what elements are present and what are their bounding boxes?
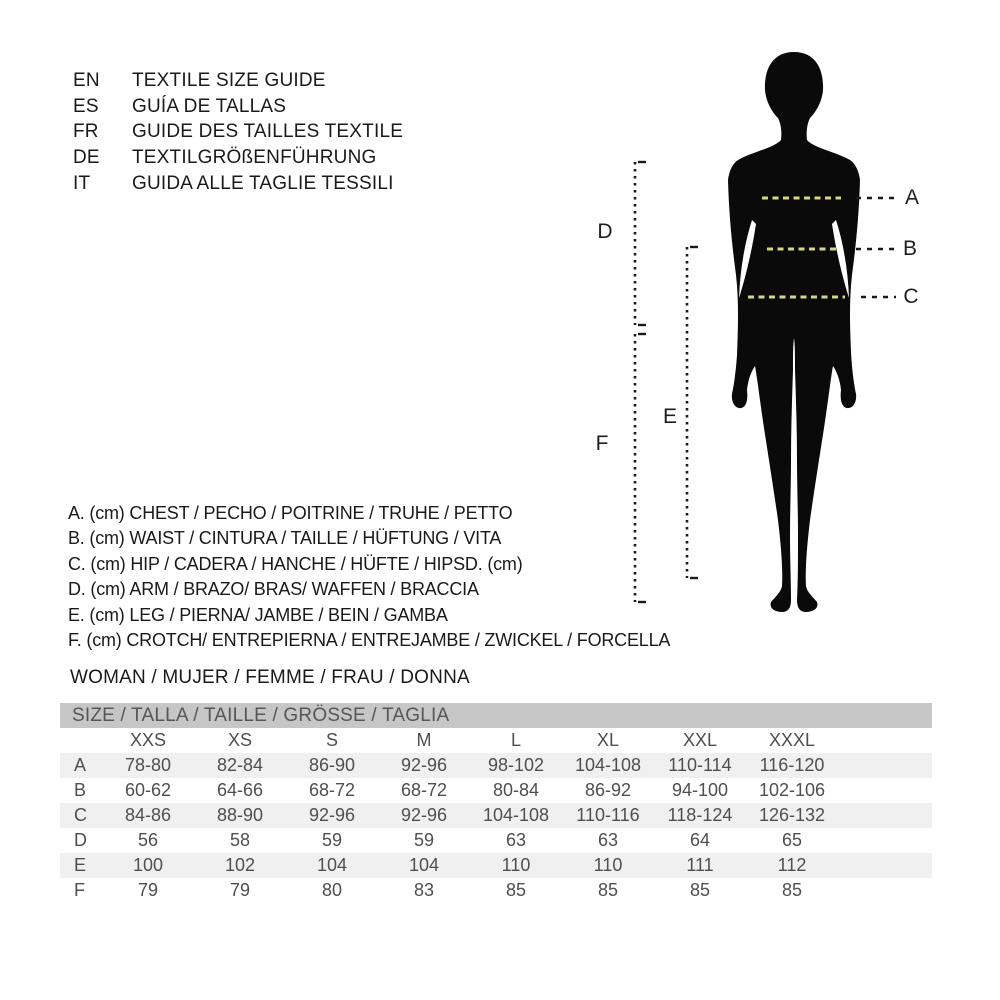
row-label: D [74,830,87,850]
cell: 102-106 [758,780,826,800]
cell: 86-92 [584,780,632,800]
cell: 79 [137,880,159,900]
table-row-crotch [60,878,932,903]
cell: 79 [229,880,251,900]
marker-label-hip: C [903,285,919,308]
cell: 85 [689,880,711,900]
row-label: C [74,805,87,825]
cell: 65 [781,830,803,850]
cell: 110-114 [668,755,732,775]
cell: 80-84 [492,780,540,800]
cell: 59 [321,830,343,850]
size-header: M [416,730,432,750]
woman-silhouette [728,52,860,612]
size-header: L [510,730,521,750]
cell: 68-72 [400,780,448,800]
cell: 56 [137,830,159,850]
cell: 100 [132,855,164,875]
size-header: XXL [682,730,718,750]
size-header: XXXL [768,730,816,750]
cell-filler [838,828,932,853]
size-header: S [325,730,338,750]
cell: 68-72 [308,780,356,800]
guide-title: GUIDA ALLE TAGLIE TESSILI [132,172,394,194]
cell: 58 [229,830,251,850]
size-header: XL [596,730,620,750]
cell: 111 [686,855,714,875]
language-code: IT [73,172,91,194]
cell: 102 [224,855,256,875]
cell-filler [838,878,932,903]
guide-title: GUÍA DE TALLAS [132,95,287,117]
row-label: F [74,880,85,900]
cell: 104-108 [482,805,550,825]
cell-filler [838,778,932,803]
legend-line-chest: A. (cm) CHEST / PECHO / POITRINE / TRUHE / PETTO [68,503,513,523]
guide-title: TEXTILE SIZE GUIDE [132,70,326,91]
size-table [60,703,932,903]
cell: 63 [597,830,619,850]
cell: 84-86 [124,805,172,825]
cell-filler [838,853,932,878]
row-label: B [74,780,87,800]
size-header: XXS [129,730,167,750]
language-code: FR [73,121,99,143]
size-header: XS [227,730,252,750]
size-header-empty [60,728,102,753]
cell: 85 [781,880,803,900]
size-grid [60,728,932,903]
cell: 80 [321,880,343,900]
legend-line-crotch: F. (cm) CROTCH/ ENTREPIERNA / ENTREJAMBE / ZWICKEL / FORCELLA [68,630,671,651]
gender-heading: WOMAN / MUJER / FEMME / FRAU / DONNA [70,667,470,688]
cell: 64 [689,830,711,850]
marker-label-leg: E [662,405,678,428]
marker-label-waist: B [902,237,918,260]
row-label: A [74,755,87,775]
table-row-chest [60,753,932,778]
cell: 104 [408,855,440,875]
language-row [73,171,403,197]
cell: 92-96 [308,805,356,825]
cell: 110 [501,855,531,875]
legend-line-leg: E. (cm) LEG / PIERNA/ JAMBE / BEIN / GAMBA [68,604,448,625]
language-row [73,94,403,120]
cell: 126-132 [758,805,826,825]
language-row [73,145,403,171]
cell: 98-102 [487,755,545,775]
size-header-filler [838,728,932,753]
legend-line-arm: D. (cm) ARM / BRAZO/ BRAS/ WAFFEN / BRACCIA [68,579,479,600]
cell: 92-96 [400,805,448,825]
cell: 88-90 [216,805,264,825]
cell: 85 [597,880,619,900]
table-caption: SIZE / TALLA / TAILLE / GRÖSSE / TAGLIA [60,703,932,728]
cell-filler [838,803,932,828]
guide-title: TEXTILGRÖßENFÜHRUNG [132,147,377,169]
cell: 118-124 [667,805,733,825]
cell: 78-80 [124,755,172,775]
cell: 94-100 [671,780,729,800]
language-code: DE [73,147,100,169]
cell: 59 [413,830,435,850]
cell-filler [838,753,932,778]
cell: 60-62 [124,780,172,800]
cell: 64-66 [216,780,264,800]
cell: 112 [777,855,807,875]
cell: 104-108 [574,755,642,775]
cell: 110 [593,855,623,875]
language-code: EN [73,70,100,91]
cell: 63 [505,830,527,850]
guide-title: GUIDE DES TAILLES TEXTILE [132,121,404,143]
cell: 116-120 [759,755,825,775]
language-title-list [73,68,403,197]
cell: 86-90 [308,755,356,775]
cell: 82-84 [216,755,264,775]
table-row-leg [60,853,932,878]
cell: 85 [505,880,527,900]
legend-line-hip: C. (cm) HIP / CADERA / HANCHE / HÜFTE / HIPSD. (cm) [68,553,523,574]
measurement-legend [68,501,670,653]
table-row-waist [60,778,932,803]
table-row-arm [60,828,932,853]
language-row [73,68,403,94]
marker-label-crotch: F [595,432,609,455]
language-code: ES [73,95,99,117]
marker-label-chest: A [904,186,920,209]
row-label: E [74,855,87,875]
size-header-row [60,728,932,753]
cell: 110-116 [576,805,640,825]
marker-label-arm: D [597,220,613,243]
table-row-hip [60,803,932,828]
legend-line-waist: B. (cm) WAIST / CINTURA / TAILLE / HÜFTUNG / VITA [68,528,502,549]
language-row [73,119,403,145]
cell: 92-96 [400,755,448,775]
cell: 83 [413,880,435,900]
cell: 104 [316,855,348,875]
